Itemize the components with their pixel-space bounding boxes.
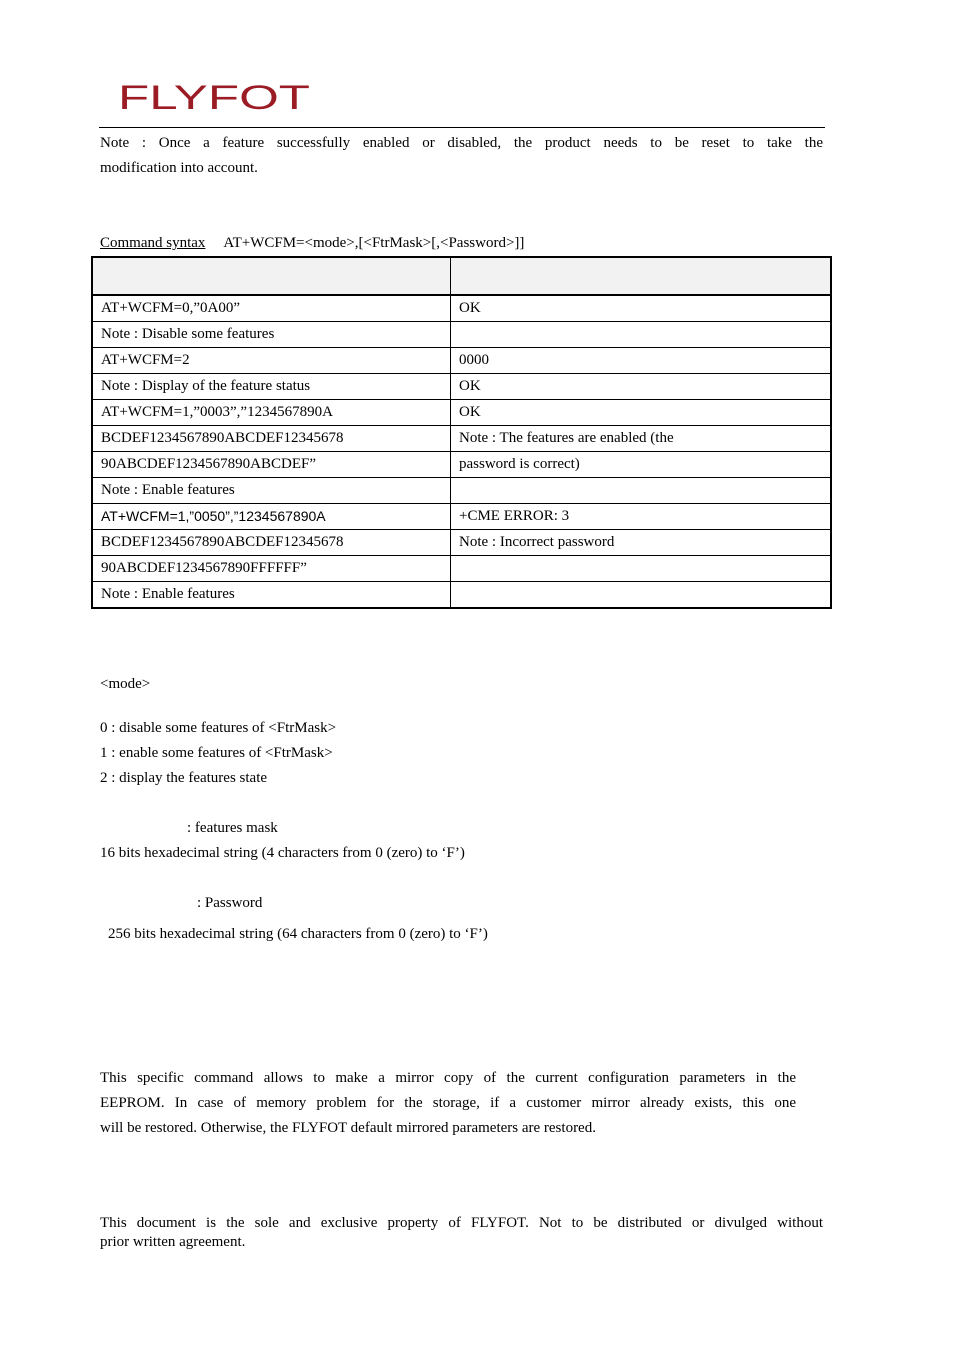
mode-option-1: 1 : enable some features of <FtrMask>: [100, 745, 333, 761]
response-cell: [451, 582, 832, 609]
table-row: [92, 348, 831, 374]
flyfot-logo: [118, 82, 312, 112]
response-cell: Note : Incorrect password: [451, 530, 832, 556]
command-cell: Note : Disable some features: [92, 322, 451, 348]
response-cell: password is correct): [451, 452, 832, 478]
ftrmask-label: : features mask: [187, 820, 278, 836]
response-cell: [451, 556, 832, 582]
response-cell: OK: [451, 295, 832, 322]
table-row: [92, 530, 831, 556]
mirror-line2: EEPROM. In case of memory problem for the storage, if a customer mirror already exists, this one: [100, 1095, 796, 1111]
header-rule: [99, 127, 825, 128]
table-header-cell: [92, 257, 451, 295]
mode-label: <mode>: [100, 676, 151, 692]
command-cell: Note : Enable features: [92, 582, 451, 609]
table-row: [92, 374, 831, 400]
response-cell: OK: [451, 400, 832, 426]
command-syntax-value: AT+WCFM=<mode>,[<FtrMask>[,<Password>]]: [223, 235, 525, 251]
table-row: [92, 582, 831, 609]
mode-option-2: 2 : display the features state: [100, 770, 268, 786]
response-cell: [451, 478, 832, 504]
command-cell: AT+WCFM=2: [92, 348, 451, 374]
password-description: 256 bits hexadecimal string (64 characters from 0 (zero) to ‘F’): [108, 926, 488, 942]
table-header-row: [92, 257, 831, 295]
command-cell: BCDEF1234567890ABCDEF12345678: [92, 426, 451, 452]
reset-note: [100, 131, 823, 181]
mode-option-0: 0 : disable some features of <FtrMask>: [100, 720, 337, 736]
command-cell: AT+WCFM=1,”0050”,”1234567890A: [92, 504, 451, 530]
mirror-line1: This specific command allows to make a mirror copy of the current configuration parameters in the: [100, 1070, 796, 1086]
footer-line2: prior written agreement.: [100, 1234, 246, 1250]
command-table: [91, 256, 832, 609]
mirror-line3: will be restored. Otherwise, the FLYFOT default mirrored parameters are restored.: [100, 1120, 596, 1136]
response-cell: [451, 322, 832, 348]
command-cell: Note : Enable features: [92, 478, 451, 504]
password-label: : Password: [197, 895, 263, 911]
ftrmask-description: 16 bits hexadecimal string (4 characters from 0 (zero) to ‘F’): [100, 845, 465, 861]
command-cell: BCDEF1234567890ABCDEF12345678: [92, 530, 451, 556]
footer-notice: [100, 1214, 823, 1252]
reset-note-line2: modification into account.: [100, 160, 258, 176]
table-row: [92, 295, 831, 322]
response-cell: Note : The features are enabled (the: [451, 426, 832, 452]
footer-line1: This document is the sole and exclusive property of FLYFOT. Not to be distributed or divulged without: [100, 1215, 823, 1231]
reset-note-line1: Note : Once a feature successfully enabled or disabled, the product needs to be reset to take the: [100, 135, 823, 151]
table-row: [92, 556, 831, 582]
table-row: [92, 322, 831, 348]
logo-text: FLYFOT: [118, 82, 310, 112]
response-cell: 0000: [451, 348, 832, 374]
command-syntax: [100, 233, 524, 253]
command-cell: AT+WCFM=1,”0003”,”1234567890A: [92, 400, 451, 426]
table-row: [92, 504, 831, 530]
command-cell: 90ABCDEF1234567890FFFFFF”: [92, 556, 451, 582]
command-cell: Note : Display of the feature status: [92, 374, 451, 400]
response-cell: +CME ERROR: 3: [451, 504, 832, 530]
table-row: [92, 426, 831, 452]
table-header-cell: [451, 257, 832, 295]
command-cell: AT+WCFM=0,”0A00”: [92, 295, 451, 322]
command-cell: 90ABCDEF1234567890ABCDEF”: [92, 452, 451, 478]
response-cell: OK: [451, 374, 832, 400]
command-syntax-label: Command syntax: [100, 235, 206, 251]
table-row: [92, 478, 831, 504]
table-row: [92, 400, 831, 426]
mirror-description: [100, 1066, 796, 1141]
table-row: [92, 452, 831, 478]
